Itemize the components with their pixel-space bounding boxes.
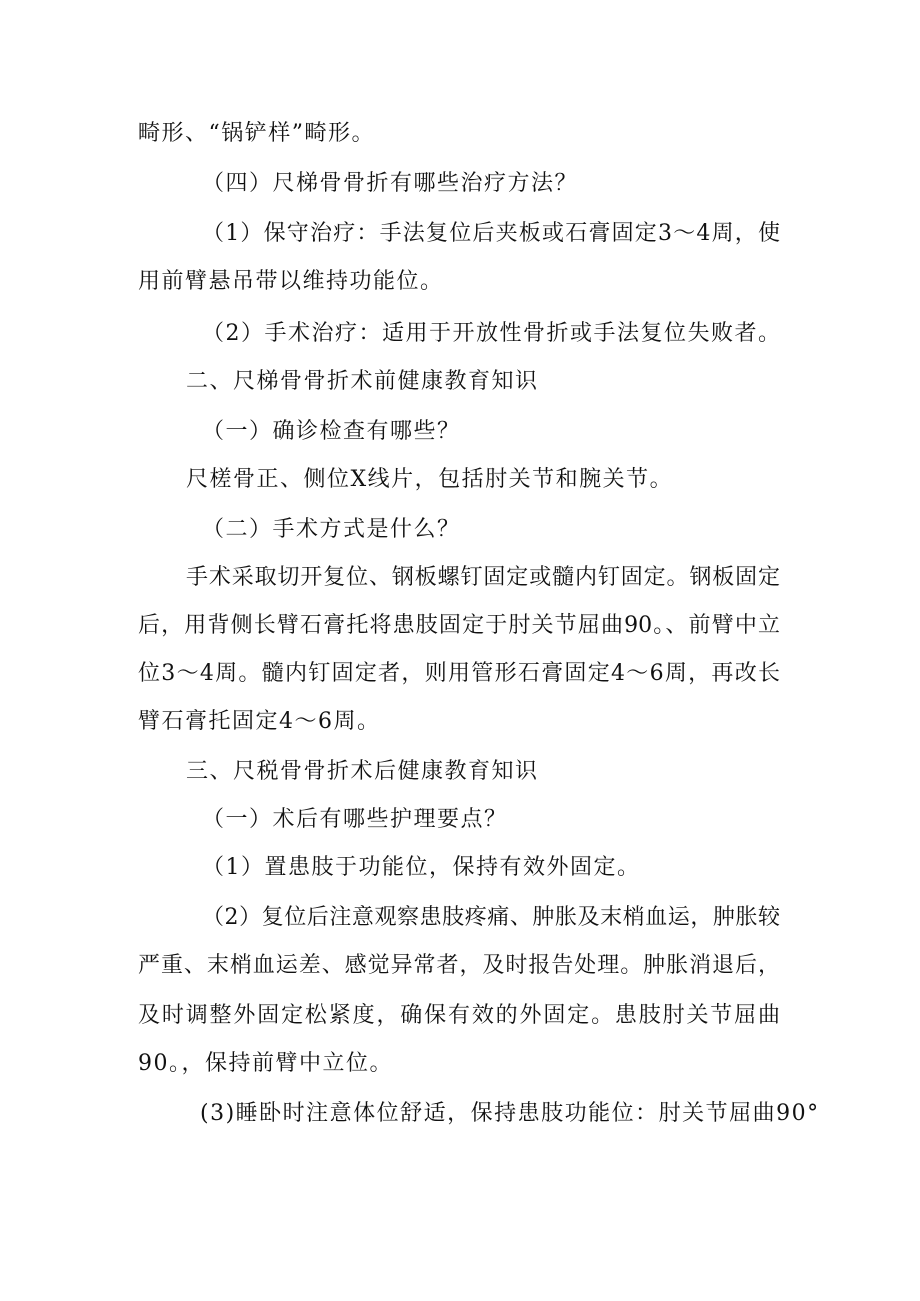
paragraph-surgical-method-line-3: 位3～4周。髓内钉固定者，则用管形石膏固定4～6周，再改长 (138, 661, 780, 686)
paragraph-nursing-point-2-line-4: 90。，保持前臂中立位。 (138, 1051, 393, 1076)
paragraph-nursing-point-3: (3)睡卧时注意体位舒适，保持患肢功能位：肘关节屈曲90° (200, 1101, 820, 1126)
subheading-nursing-points: （一）术后有哪些护理要点？ (202, 807, 508, 832)
section-heading-postoperative-education: 三、尺税骨骨折术后健康教育知识 (186, 759, 539, 784)
paragraph-xray-examination: 尺槎骨正、侧位X线片，包括肘关节和腕关节。 (186, 467, 674, 492)
subheading-diagnostic-examinations: （一）确诊检查有哪些？ (202, 419, 461, 444)
paragraph-surgical-method-line-2: 后，用背侧长臂石膏托将患肢固定于肘关节屈曲90。、前臂中立 (138, 613, 780, 638)
paragraph-surgical-treatment: （2）手术治疗：适用于开放性骨折或手法复位失败者。 (202, 321, 782, 346)
paragraph-conservative-treatment-line-1: （1）保守治疗：手法复位后夹板或石膏固定3～4周，使 (202, 221, 780, 246)
paragraph-conservative-treatment-line-2: 用前臂悬吊带以维持功能位。 (138, 269, 444, 294)
subheading-surgical-method: （二）手术方式是什么？ (202, 517, 461, 542)
paragraph-nursing-point-2-line-1: （2）复位后注意观察患肢疼痛、肿胀及末梢血运，肿胀较 (202, 905, 780, 930)
text-line-continuation: 畸形、“锅铲样”畸形。 (138, 121, 375, 146)
section-heading-preoperative-education: 二、尺梯骨骨折术前健康教育知识 (186, 369, 539, 394)
paragraph-nursing-point-2-line-3: 及时调整外固定松紧度，确保有效的外固定。患肢肘关节屈曲 (138, 1003, 780, 1028)
paragraph-nursing-point-1: （1）置患肢于功能位，保持有效外固定。 (202, 855, 641, 880)
paragraph-nursing-point-2-line-2: 严重、末梢血运差、感觉异常者，及时报告处理。肿胀消退后， (138, 953, 780, 978)
subheading-treatment-methods: （四）尺梯骨骨折有哪些治疗方法？ (202, 171, 579, 196)
paragraph-surgical-method-line-1: 手术采取切开复位、钢板螺钉固定或髓内钉固定。钢板固定 (186, 565, 780, 590)
paragraph-surgical-method-line-4: 臂石膏托固定4～6周。 (138, 709, 381, 734)
